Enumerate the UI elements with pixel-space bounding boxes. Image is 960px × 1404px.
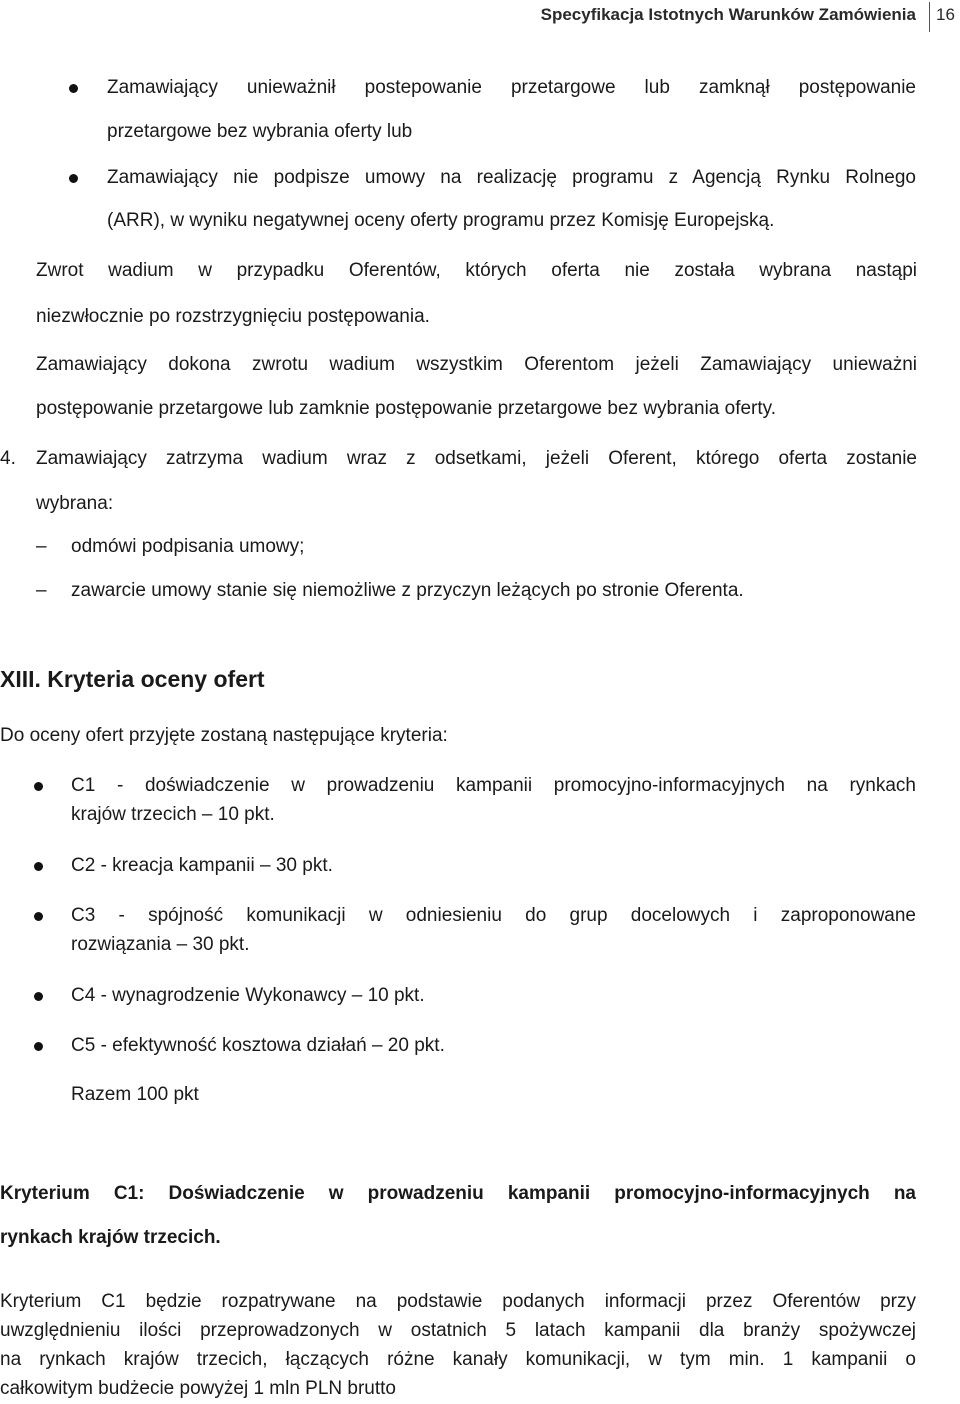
- criterion-text: krajów trzecich – 10 pkt.: [71, 804, 275, 825]
- criteria-total: Razem 100 pkt: [71, 1084, 199, 1105]
- criterion-c1-body: na rynkach krajów trzecich, łączących różne kanały komunikacji, w tym min. 1 kampanii o: [0, 1349, 916, 1370]
- paragraph-line: Zamawiający dokona zwrotu wadium wszystkim Oferentom jeżeli Zamawiający unieważni: [36, 354, 917, 375]
- item4-line: wybrana:: [36, 493, 114, 514]
- page-number: 16: [936, 5, 955, 24]
- criterion-text: C2 - kreacja kampanii – 30 pkt.: [71, 855, 333, 876]
- bullet-icon: [34, 992, 43, 1001]
- bullet-text: (ARR), w wyniku negatywnej oceny oferty programu przez Komisję Europejską.: [107, 210, 775, 231]
- paragraph-line: niezwłocznie po rozstrzygnięciu postępowania.: [36, 306, 430, 327]
- bullet-icon: [34, 782, 43, 791]
- criterion-c1-body: całkowitym budżecie powyżej 1 mln PLN brutto: [0, 1378, 397, 1399]
- item-number: 4.: [0, 448, 16, 469]
- criterion-text: C3 - spójność komunikacji w odniesieniu do grup docelowych i zaproponowane: [71, 905, 916, 926]
- dash-item: odmówi podpisania umowy;: [71, 536, 305, 557]
- bullet-text: Zamawiający unieważnił postepowanie przetargowe lub zamknął postępowanie: [107, 77, 916, 98]
- criterion-text: C5 - efektywność kosztowa działań – 20 pkt.: [71, 1035, 445, 1056]
- section-intro: Do oceny ofert przyjęte zostaną następujące kryteria:: [0, 725, 448, 746]
- bullet-text: przetargowe bez wybrania oferty lub: [107, 121, 413, 142]
- dash-marker: –: [36, 580, 47, 601]
- criterion-text: C1 - doświadczenie w prowadzeniu kampanii promocyjno-informacyjnych na rynkach: [71, 775, 916, 796]
- criterion-text: rozwiązania – 30 pkt.: [71, 934, 250, 955]
- criterion-c1-body: Kryterium C1 będzie rozpatrywane na podstawie podanych informacji przez Oferentów przy: [0, 1291, 916, 1312]
- paragraph-line: Zwrot wadium w przypadku Oferentów, których oferta nie została wybrana nastąpi: [36, 260, 917, 281]
- header-title: Specyfikacja Istotnych Warunków Zamówienia: [540, 5, 916, 24]
- section-heading: XIII. Kryteria oceny ofert: [0, 666, 265, 692]
- paragraph-line: postępowanie przetargowe lub zamknie postępowanie przetargowe bez wybrania oferty.: [36, 398, 777, 419]
- bullet-text: Zamawiający nie podpisze umowy na realizację programu z Agencją Rynku Rolnego: [107, 167, 916, 188]
- bullet-icon: [34, 862, 43, 871]
- criterion-c1-heading: Kryterium C1: Doświadczenie w prowadzeniu kampanii promocyjno-informacyjnych na: [0, 1183, 916, 1204]
- bullet-icon: [34, 912, 43, 921]
- criterion-text: C4 - wynagrodzenie Wykonawcy – 10 pkt.: [71, 985, 425, 1006]
- dash-item: zawarcie umowy stanie się niemożliwe z przyczyn leżących po stronie Oferenta.: [71, 580, 744, 601]
- dash-marker: –: [36, 536, 47, 557]
- bullet-icon: [34, 1042, 43, 1051]
- bullet-icon: [69, 174, 78, 183]
- criterion-c1-heading: rynkach krajów trzecich.: [0, 1227, 221, 1248]
- header-divider: [929, 2, 930, 32]
- bullet-icon: [69, 84, 78, 93]
- item4-line: Zamawiający zatrzyma wadium wraz z odsetkami, jeżeli Oferent, którego oferta zostanie: [36, 448, 917, 469]
- criterion-c1-body: uwzględnieniu ilości przeprowadzonych w ostatnich 5 latach kampanii dla branży spożywczej: [0, 1320, 916, 1341]
